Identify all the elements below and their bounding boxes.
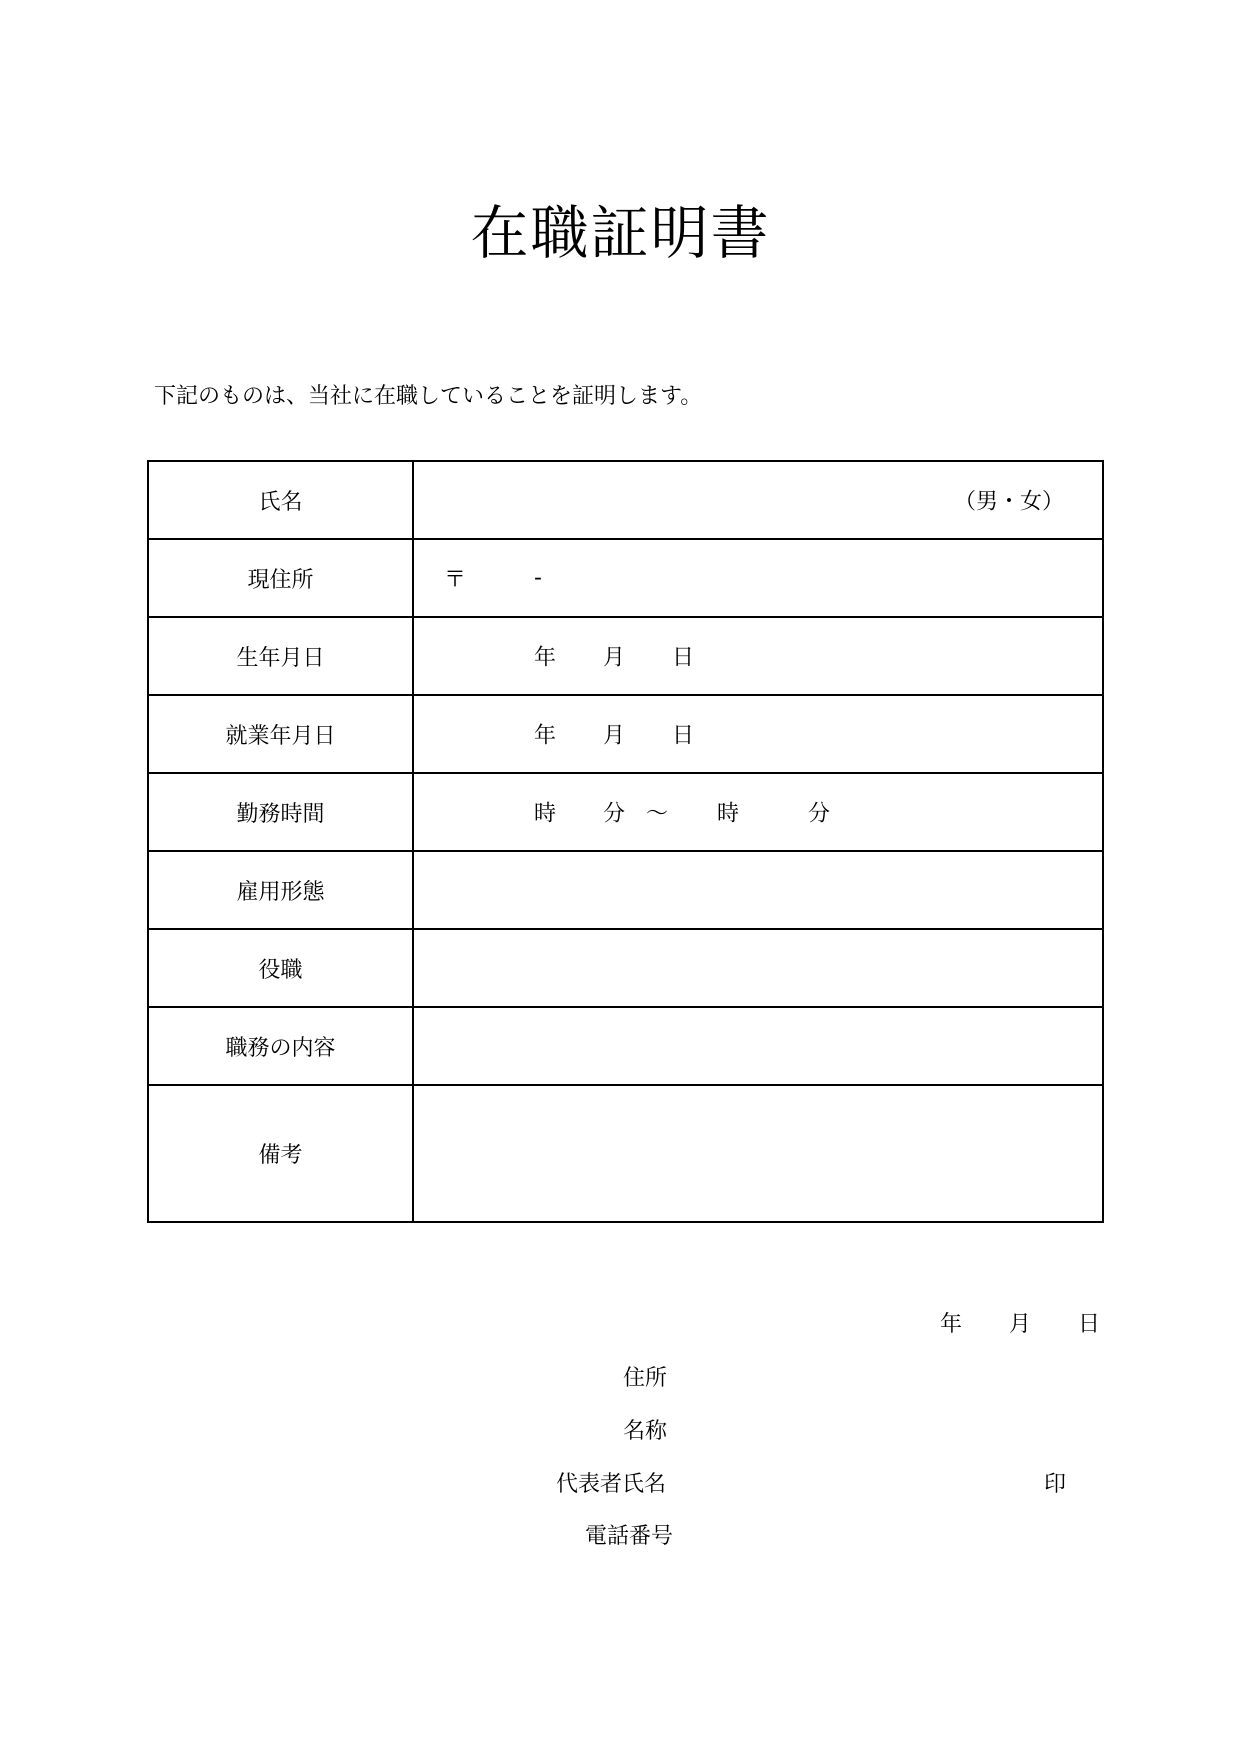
position-field[interactable]: [413, 929, 1103, 1007]
document-title: 在職証明書: [470, 199, 771, 267]
postal-dash: -: [534, 565, 542, 591]
birthdate-label: 生年月日: [148, 617, 413, 695]
gender-options[interactable]: （男・女）: [954, 489, 1065, 515]
birth-month-unit: 月: [603, 645, 626, 671]
table-row-remarks: [148, 1085, 1103, 1222]
phone-number-label: 電話番号: [585, 1524, 674, 1549]
duties-label: 職務の内容: [148, 1007, 413, 1085]
employment-year-unit: 年: [534, 723, 557, 749]
table-row-working-hours: [148, 773, 1103, 851]
table-row-name: [148, 461, 1103, 539]
seal-mark: 印: [1044, 1472, 1067, 1497]
employment-type-label: 雇用形態: [148, 851, 413, 929]
start-hour-unit: 時: [534, 801, 557, 827]
working-hours-field[interactable]: [413, 773, 1103, 851]
address-field[interactable]: [413, 539, 1103, 617]
end-minute-unit: 分: [808, 801, 831, 827]
working-hours-label: 勤務時間: [148, 773, 413, 851]
time-range-tilde: ～: [646, 801, 669, 827]
intro-statement: 下記のものは、当社に在職していることを証明します。: [154, 384, 703, 409]
company-name-label: 名称: [623, 1419, 668, 1444]
issue-month-unit: 月: [1009, 1312, 1032, 1337]
name-label: 氏名: [148, 461, 413, 539]
issue-day-unit: 日: [1078, 1312, 1101, 1337]
birth-year-unit: 年: [534, 645, 557, 671]
representative-name-label: 代表者氏名: [556, 1472, 667, 1497]
remarks-label: 備考: [148, 1085, 413, 1222]
table-row-employment-date: [148, 695, 1103, 773]
employment-date-field[interactable]: [413, 695, 1103, 773]
remarks-field[interactable]: [413, 1085, 1103, 1222]
birth-day-unit: 日: [672, 645, 695, 671]
table-row-address: [148, 539, 1103, 617]
employment-date-label: 就業年月日: [148, 695, 413, 773]
postal-mark: 〒: [444, 567, 467, 593]
end-hour-unit: 時: [717, 801, 740, 827]
employment-type-field[interactable]: [413, 851, 1103, 929]
start-minute-unit: 分: [603, 801, 626, 827]
position-label: 役職: [148, 929, 413, 1007]
table-row-duties: [148, 1007, 1103, 1085]
table-row-birthdate: [148, 617, 1103, 695]
table-row-employment-type: [148, 851, 1103, 929]
company-address-label: 住所: [623, 1366, 668, 1391]
issue-year-unit: 年: [940, 1312, 963, 1337]
address-label: 現住所: [148, 539, 413, 617]
name-field[interactable]: [413, 461, 1103, 539]
certificate-form-table: [147, 460, 1104, 1223]
duties-field[interactable]: [413, 1007, 1103, 1085]
employment-month-unit: 月: [603, 723, 626, 749]
birthdate-field[interactable]: [413, 617, 1103, 695]
employment-day-unit: 日: [672, 723, 695, 749]
table-row-position: [148, 929, 1103, 1007]
